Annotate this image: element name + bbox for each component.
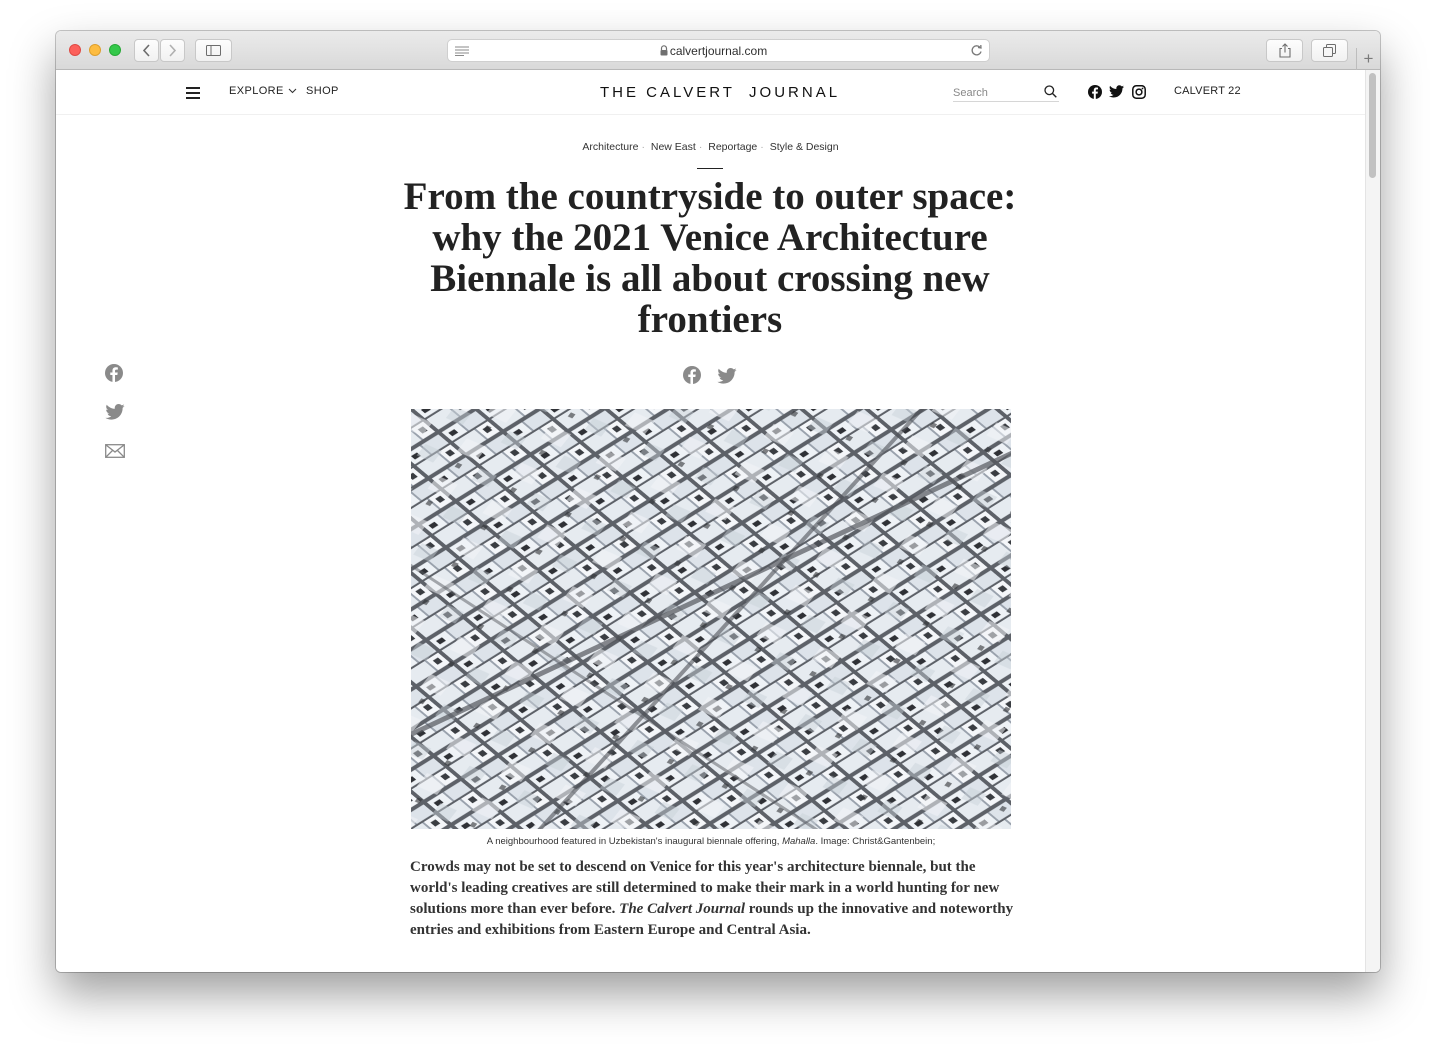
chevron-left-icon xyxy=(142,44,151,57)
share-icon xyxy=(1279,43,1291,58)
site-logo[interactable]: THE CALVERT JOURNAL xyxy=(600,84,841,101)
tag-architecture[interactable]: Architecture xyxy=(582,141,639,153)
article-tags: Architecture · New East · Reportage · Style & Design xyxy=(582,141,839,153)
search-icon[interactable] xyxy=(1044,85,1057,98)
menu-icon[interactable] xyxy=(186,87,200,99)
back-button[interactable] xyxy=(134,39,159,62)
url-text: calvertjournal.com xyxy=(669,44,768,58)
lede-text: Crowds may not be set to descend on Venice for this year's architecture biennale, but the world's leading creatives are still determined to make their mark in a world hunting for new solutions more than ever before. xyxy=(410,859,1000,917)
image-caption xyxy=(411,836,1011,847)
article-lede xyxy=(410,857,1016,941)
explore-label: EXPLORE xyxy=(229,85,284,97)
twitter-share-icon[interactable] xyxy=(105,404,125,425)
sidebar-toggle-button[interactable] xyxy=(195,39,232,62)
instagram-icon[interactable] xyxy=(1132,85,1146,99)
tag-style-design[interactable]: Style & Design xyxy=(769,141,839,153)
chevron-down-icon xyxy=(288,88,297,94)
facebook-icon[interactable] xyxy=(1088,85,1102,99)
hero-image xyxy=(411,409,1011,829)
search-input[interactable] xyxy=(953,85,1037,102)
new-tab-button[interactable]: + xyxy=(1356,48,1380,70)
email-share-icon[interactable] xyxy=(105,444,125,463)
snowy-rooftops-photo xyxy=(411,409,1011,829)
caption-credit: . Image: Christ&Gantenbein; xyxy=(815,836,936,847)
caption-title: Mahalla xyxy=(782,836,816,847)
minimize-window-button[interactable] xyxy=(89,44,101,56)
share-button[interactable] xyxy=(1266,39,1303,62)
facebook-share-icon[interactable] xyxy=(683,366,701,389)
forward-button[interactable] xyxy=(160,39,185,62)
zoom-window-button[interactable] xyxy=(109,44,121,56)
tag-new-east[interactable]: New East xyxy=(650,141,696,153)
caption-text: A neighbourhood featured in Uzbekistan's inaugural biennale offering, xyxy=(486,836,783,847)
browser-window xyxy=(56,31,1380,972)
scrollbar-thumb[interactable] xyxy=(1369,73,1376,178)
twitter-share-icon[interactable] xyxy=(717,368,737,389)
twitter-icon[interactable] xyxy=(1109,85,1124,98)
explore-menu[interactable] xyxy=(229,85,297,97)
reload-icon[interactable] xyxy=(970,44,983,57)
article-headline: From the countryside to outer space: why the 2021 Venice Architecture Biennale is all about crossing new frontiers xyxy=(403,175,1017,341)
scrollbar-track[interactable] xyxy=(1365,70,1380,972)
lede-publication: The Calvert Journal xyxy=(619,901,746,917)
close-window-button[interactable] xyxy=(69,44,81,56)
browser-toolbar xyxy=(56,31,1380,70)
site-header xyxy=(56,70,1365,115)
tabs-icon xyxy=(1323,44,1336,57)
web-page xyxy=(56,70,1380,972)
title-divider xyxy=(697,168,723,169)
address-bar[interactable] xyxy=(447,39,990,62)
search-box xyxy=(953,83,1059,102)
facebook-share-icon[interactable] xyxy=(105,364,123,387)
chevron-right-icon xyxy=(168,44,177,57)
show-tabs-button[interactable] xyxy=(1311,39,1348,62)
shop-link[interactable]: SHOP xyxy=(306,85,339,97)
lede-text-end: rounds up the innovative and noteworthy entries and exhibitions from Eastern Europe and Central Asia. xyxy=(410,901,1014,938)
tag-reportage[interactable]: Reportage xyxy=(708,141,758,153)
sidebar-icon xyxy=(206,45,221,56)
calvert22-link[interactable]: CALVERT 22 xyxy=(1174,85,1241,97)
